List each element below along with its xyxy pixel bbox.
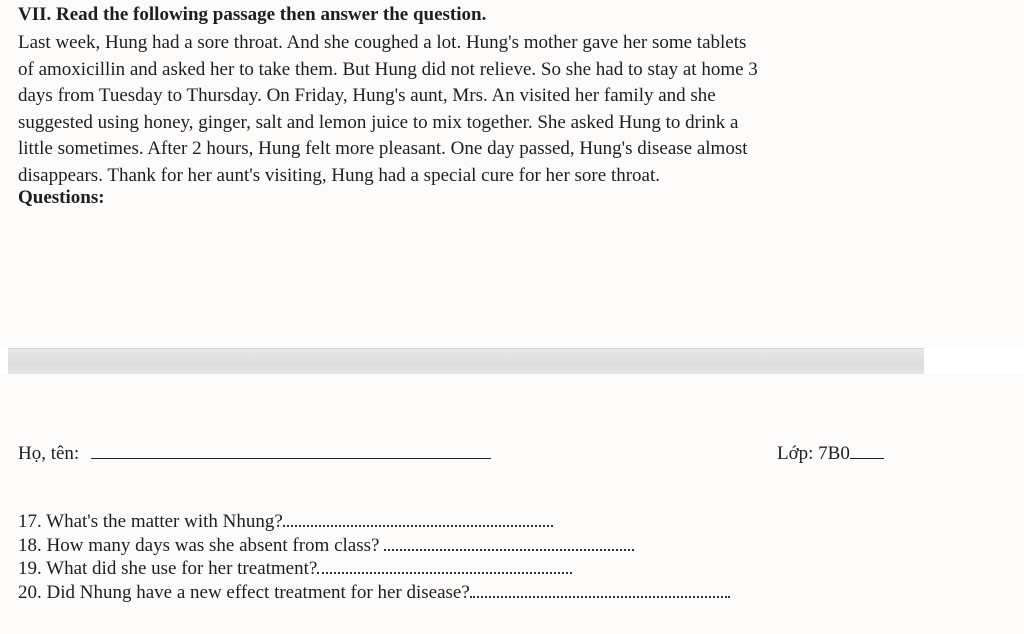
- question-item: [18, 581, 878, 605]
- question-list: [18, 510, 878, 604]
- passage-line: disappears. Thank for her aunt's visiting, Hung had a special cure for her sore throat.: [18, 164, 661, 186]
- question-text: 18. How many days was she absent from class?: [18, 534, 385, 556]
- question-item: [18, 557, 878, 581]
- answer-blank: [317, 557, 572, 574]
- question-text: 17. What's the matter with Nhung?: [18, 511, 283, 532]
- passage-line: Last week, Hung had a sore throat. And she coughed a lot. Hung's mother gave her some tablets: [18, 32, 747, 53]
- reading-passage: [18, 30, 908, 189]
- name-blank-line: [91, 458, 491, 459]
- passage-line: little sometimes. After 2 hours, Hung felt more pleasant. One day passed, Hung's disease almost: [18, 138, 748, 159]
- answer-blank: [470, 581, 730, 598]
- question-text: 19. What did she use for her treatment?: [18, 558, 318, 579]
- answer-blank: [384, 534, 634, 551]
- class-label: Lớp: 7B0: [777, 443, 850, 464]
- section-heading: VII. Read the following passage then answer the question.: [18, 4, 487, 25]
- question-item: [18, 510, 878, 534]
- page-divider: [8, 348, 924, 376]
- question-text: 20. Did Nhung have a new effect treatment for her disease?: [18, 581, 470, 603]
- class-blank-line: [850, 458, 884, 459]
- answer-blank: [283, 510, 553, 527]
- question-item: [18, 534, 878, 558]
- student-class-row: [777, 443, 884, 465]
- student-name-row: [18, 443, 491, 465]
- name-label: Họ, tên:: [18, 443, 80, 464]
- passage-line: suggested using honey, ginger, salt and lemon juice to mix together. She asked Hung to drink a: [18, 111, 739, 133]
- passage-line: days from Tuesday to Thursday. On Friday, Hung's aunt, Mrs. An visited her family and she: [18, 85, 716, 106]
- questions-heading: Questions:: [18, 187, 105, 208]
- passage-line: of amoxicillin and asked her to take them. But Hung did not relieve. So she had to stay at home 3: [18, 58, 758, 80]
